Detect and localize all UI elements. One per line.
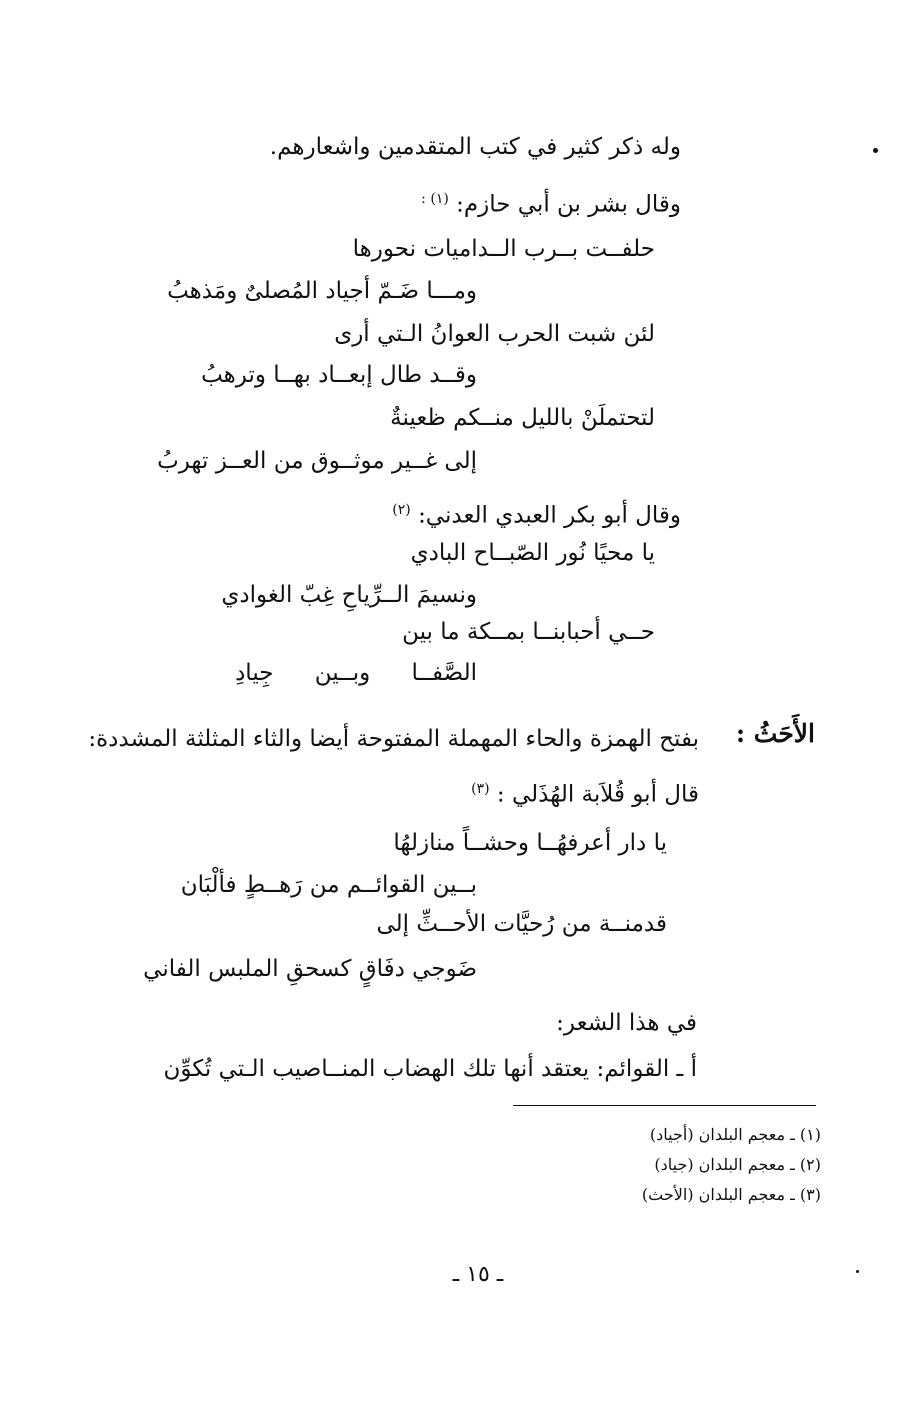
poem-line: ضَوجي دفَاقٍ كسحقِ الملبس الفاني [143, 956, 477, 982]
poem-line: إلى غــير موثــوق من العــز تهربُ [157, 448, 477, 474]
poem-line: لتحتملَنْ بالليل منــكم ظعينةٌ [390, 405, 655, 431]
poem-line: ونسيمَ الــرِّياحِ غِبّ الغوادي [221, 582, 477, 608]
page-number: ـ ١٥ ـ [452, 1262, 504, 1287]
poem-line: قدمنــة من رُحيَّات الأحــثِّ إلى [376, 911, 667, 937]
poem-line: يا محيًا نُور الصّبــاح البادي [410, 540, 655, 566]
footnote-ref: (١) : [421, 191, 449, 207]
intro-attribution [421, 182, 681, 222]
poem-line: لئن شبت الحرب العوانُ الـتي أرى [334, 321, 655, 347]
poem-line: بــين القوائــم من رَهــطٍ فألْبَان [180, 872, 477, 898]
notes-item: أ ـ القوائم: يعتقد أنها تلك الهضاب المنــاصيب الـتي تُكوِّن [163, 1056, 697, 1082]
poem-line: يا دار أعرفهُــا وحشــاً منازلهُا [393, 830, 667, 856]
poem-line: وقــد طال إبعــاد بهــا وترهبُ [201, 362, 477, 388]
intro-line: وله ذكر كثير في كتب المتقدمين واشعارهم. [269, 134, 681, 160]
intro-attribution [471, 772, 699, 812]
attribution-text: قال أبو قُلاَبة الهُذَلي : [496, 781, 699, 808]
entry-headword: الأَحَثُ : [735, 719, 815, 748]
poem-line: الصَّفــا وبــين جِيادِ [235, 660, 477, 686]
poem-line: ومـــا ضَـمّ أجياد المُصلىٌ ومَذهبُ [167, 278, 477, 304]
footnote: (٢) ـ معجم البلدان (جياد) [654, 1155, 821, 1174]
attribution-text: وقال أبو بكر العبدي العدني: [418, 502, 681, 529]
poem-line: حلفــت بــرب الــداميات نحورها [352, 236, 655, 262]
entry-definition: بفتح الهمزة والحاء المهملة المفتوحة أيضا والثاء المثلثة المشددة: [88, 726, 699, 752]
attribution-text: وقال بشر بن أبي حازم: [456, 191, 681, 218]
intro-attribution [392, 493, 681, 533]
poem-line: حــي أحبابنــا بمــكة ما بين [402, 619, 655, 645]
footnote: (١) ـ معجم البلدان (أجياد) [649, 1125, 821, 1144]
footnote: (٣) ـ معجم البلدان (الأحث) [641, 1185, 821, 1204]
notes-heading: في هذا الشعر: [556, 1010, 697, 1036]
margin-dot-mark [873, 148, 878, 153]
footnote-divider [513, 1105, 816, 1106]
footnote-ref: (٣) [471, 781, 490, 797]
footnote-ref: (٢) [392, 502, 411, 518]
